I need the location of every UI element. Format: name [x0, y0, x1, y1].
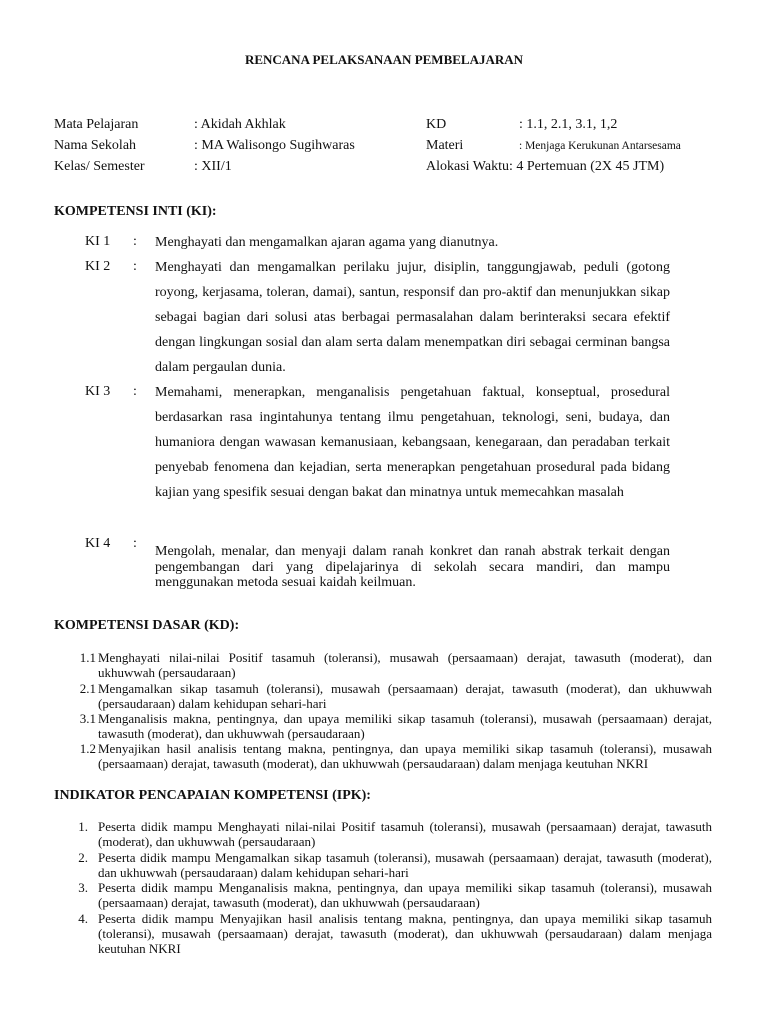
ki-4-colon: : — [133, 536, 137, 551]
kd-heading: KOMPETENSI DASAR (KD): — [54, 618, 240, 633]
meta-label-mata-pelajaran: Mata Pelajaran — [54, 117, 139, 132]
ki-1-text: Menghayati dan mengamalkan ajaran agama yang dianutnya. — [155, 235, 499, 250]
meta-labels-left — [54, 114, 194, 177]
kd-4-text: Menyajikan hasil analisis tentang makna, pentingnya, dan upaya memiliki sikap tasamuh (toleransi), musawah (persaamaan) derajat, tawasuth (moderat), dan ukhuwwah (persaudaraan) dalam menjaga keutuhan NKRI — [98, 741, 712, 771]
ipk-3-text: Peserta didik mampu Menganalisis makna, pentingnya, dan upaya memiliki sikap tasamuh (toleransi), musawah (persaamaan) derajat, tawasuth (moderat), dan ukhuwwah (persaudaraan) — [98, 880, 712, 910]
ki-1-label: KI 1 — [85, 234, 111, 249]
kd-2-number: 2.1 — [79, 681, 96, 696]
ipk-4-text: Peserta didik mampu Menyajikan hasil analisis tentang makna, pentingnya, dan upaya memiliki sikap tasamuh (toleransi), musawah (persaamaan) derajat, tawasuth (moderat), dan ukhuwwah (persaudaraan) dalam menjaga keutuhan NKRI — [98, 911, 712, 956]
meta-label-kd: KD — [426, 117, 447, 132]
meta-value-nama-sekolah: : MA Walisongo Sugihwaras — [194, 138, 355, 153]
meta-label-kelas-semester: Kelas/ Semester — [54, 159, 145, 174]
meta-value-kelas-semester: : XII/1 — [194, 159, 232, 174]
meta-label-materi: Materi — [426, 138, 464, 153]
ipk-4-number: 4. — [78, 911, 88, 926]
ipk-1-number: 1. — [78, 819, 88, 834]
ipk-2-text: Peserta didik mampu Mengamalkan sikap tasamuh (toleransi), musawah (persaamaan) derajat, tawasuth (moderat), dan ukhuwwah (persaudaraan) dalam kehidupan sehari-hari — [98, 850, 712, 880]
ki-3-text: Memahami, menerapkan, menganalisis pengetahuan faktual, konseptual, prosedural berdasarkan rasa ingintahunya tentang ilmu pengetahuan, teknologi, seni, budaya, dan humaniora dengan wawasan kemanusiaan, kebangsaan, kenegaraan, dan peradaban terkait penyebab fenomena dan kejadian, serta menerapkan pengetahuan prosedural pada bidang kajian yang spesifik sesuai dengan bakat dan minatnya untuk memecahkan masalah — [155, 385, 670, 500]
ki-heading: KOMPETENSI INTI (KI): — [54, 204, 217, 219]
kd-1-text: Menghayati nilai-nilai Positif tasamuh (toleransi), musawah (persaamaan) derajat, tawasuth (moderat), dan ukhuwwah (persaudaraan) — [98, 650, 712, 680]
ki-1-colon: : — [133, 234, 137, 249]
ki-3-colon: : — [133, 384, 137, 399]
kd-4-number: 1.2 — [79, 741, 96, 756]
ipk-3-number: 3. — [78, 880, 88, 895]
meta-label-nama-sekolah: Nama Sekolah — [54, 138, 137, 153]
ki-2-label: KI 2 — [85, 259, 111, 274]
kd-1-number: 1.1 — [79, 650, 96, 665]
ipk-2-number: 2. — [78, 850, 88, 865]
ki-4-text: Mengolah, menalar, dan menyaji dalam ranah konkret dan ranah abstrak terkait dengan pengembangan dari yang dipelajarinya di sekolah secara mandiri, dan mampu menggunakan metoda sesuai kaidah keilmuan. — [155, 544, 670, 590]
meta-value-materi: : Menjaga Kerukunan Antarsesama — [519, 140, 681, 152]
meta-value-kd: : 1.1, 2.1, 3.1, 1,2 — [519, 117, 618, 132]
meta-values-left — [194, 114, 424, 177]
meta-alokasi-waktu: Alokasi Waktu: 4 Pertemuan (2X 45 JTM) — [426, 159, 665, 174]
ki-3-label: KI 3 — [85, 384, 111, 399]
ipk-heading: INDIKATOR PENCAPAIAN KOMPETENSI (IPK): — [54, 788, 371, 803]
ki-2-text: Menghayati dan mengamalkan perilaku jujur, disiplin, tanggungjawab, peduli (gotong royong, kerjasama, toleran, damai), santun, responsif dan pro-aktif dan menunjukkan sikap sebagai bagian dari solusi atas berbagai permasalahan dalam berinteraksi secara efektif dengan lingkungan sosial dan alam serta dalam menempatkan diri sebagai cerminan bangsa dalam pergaulan dunia. — [155, 260, 670, 375]
kd-3-number: 3.1 — [79, 711, 96, 726]
kd-2-text: Mengamalkan sikap tasamuh (toleransi), musawah (persaamaan) derajat, tawasuth (moderat), dan ukhuwwah (persaudaraan) dalam kehidupan sehari-hari — [98, 681, 712, 711]
ki-2-colon: : — [133, 259, 137, 274]
kd-3-text: Menganalisis makna, pentingnya, dan upaya memiliki sikap tasamuh (toleransi), musawah (persaamaan) derajat, tawasuth (moderat), dan ukhuwwah (persaudaraan) — [98, 711, 712, 741]
document-title: RENCANA PELAKSANAAN PEMBELAJARAN — [244, 52, 524, 67]
meta-value-mata-pelajaran: : Akidah Akhlak — [194, 117, 286, 132]
ipk-1-text: Peserta didik mampu Menghayati nilai-nilai Positif tasamuh (toleransi), musawah (persaamaan) derajat, tawasuth (moderat), dan ukhuwwah (persaudaraan) — [98, 819, 712, 849]
ki-4-label: KI 4 — [85, 536, 111, 551]
